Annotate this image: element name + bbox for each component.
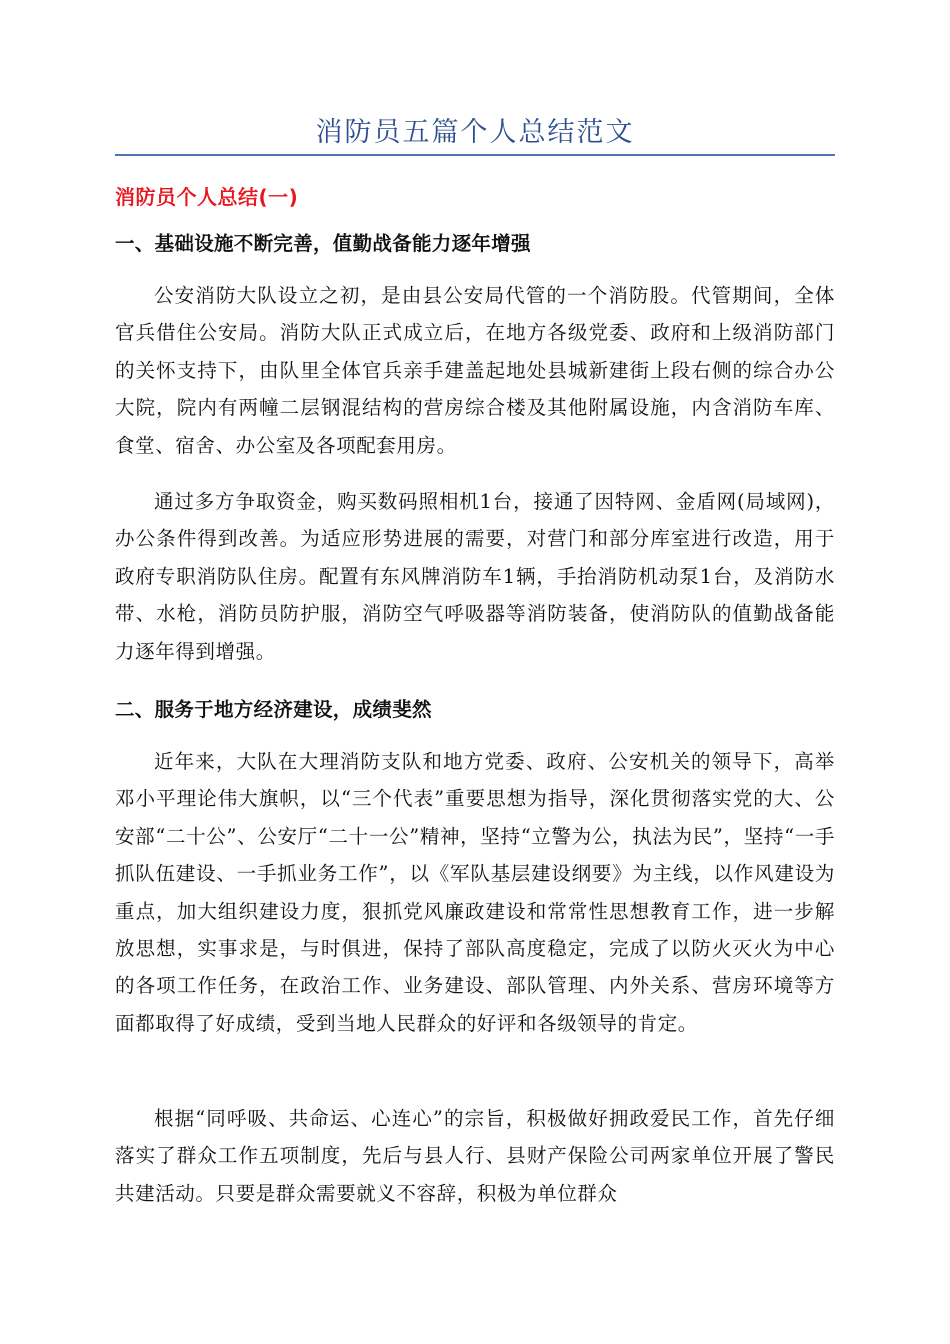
paragraph-1: 公安消防大队设立之初，是由县公安局代管的一个消防股。代管期间，全体官兵借住公安局。消防大队正式成立后，在地方各级党委、政府和上级消防部门的关怀支持下，由队里全体官兵亲手建盖起地处县城新建街上段右侧的综合办公大院，院内有两幢二层钢混结构的营房综合楼及其他附属设施，内含消防车库、食堂、宿舍、办公室及各项配套用房。 — [115, 284, 835, 457]
paragraph-2: 通过多方争取资金，购买数码照相机1台，接通了因特网、金盾网(局域网)，办公条件得到改善。为适应形势进展的需要，对营门和部分库室进行改造，用于政府专职消防队住房。配置有东风牌消防车1辆，手抬消防机动泵1台，及消防水带、水枪，消防员防护服，消防空气呼吸器等消防装备，使消防队的值勤战备能力逐年得到增强。 — [115, 490, 835, 663]
document-title: 消防员五篇个人总结范文 — [315, 117, 635, 148]
section-title: 消防员个人总结(一) — [115, 185, 299, 209]
title-underline — [115, 154, 835, 156]
paragraph-4: 根据“同呼吸、共命运、心连心”的宗旨，积极做好拥政爱民工作，首先仔细落实了群众工作五项制度，先后与县人行、县财产保险公司两家单位开展了警民共建活动。只要是群众需要就义不容辞，积极为单位群众 — [115, 1107, 835, 1205]
heading-2: 二、服务于地方经济建设，成绩斐然 — [115, 698, 432, 721]
heading-1: 一、基础设施不断完善，值勤战备能力逐年增强 — [115, 232, 531, 255]
paragraph-3: 近年来，大队在大理消防支队和地方党委、政府、公安机关的领导下，高举邓小平理论伟大旗帜，以“三个代表”重要思想为指导，深化贯彻落实党的大、公安部“二十公”、公安厅“二十一公”精神，坚持“立警为公，执法为民”，坚持“一手抓队伍建设、一手抓业务工作”，以《军队基层建设纲要》为主线，以作风建设为重点，加大组织建设力度，狠抓党风廉政建设和常常性思想教育工作，进一步解放思想，实事求是，与时俱进，保持了部队高度稳定，完成了以防火灭火为中心的各项工作任务，在政治工作、业务建设、部队管理、内外关系、营房环境等方面都取得了好成绩，受到当地人民群众的好评和各级领导的肯定。 — [115, 750, 835, 1035]
